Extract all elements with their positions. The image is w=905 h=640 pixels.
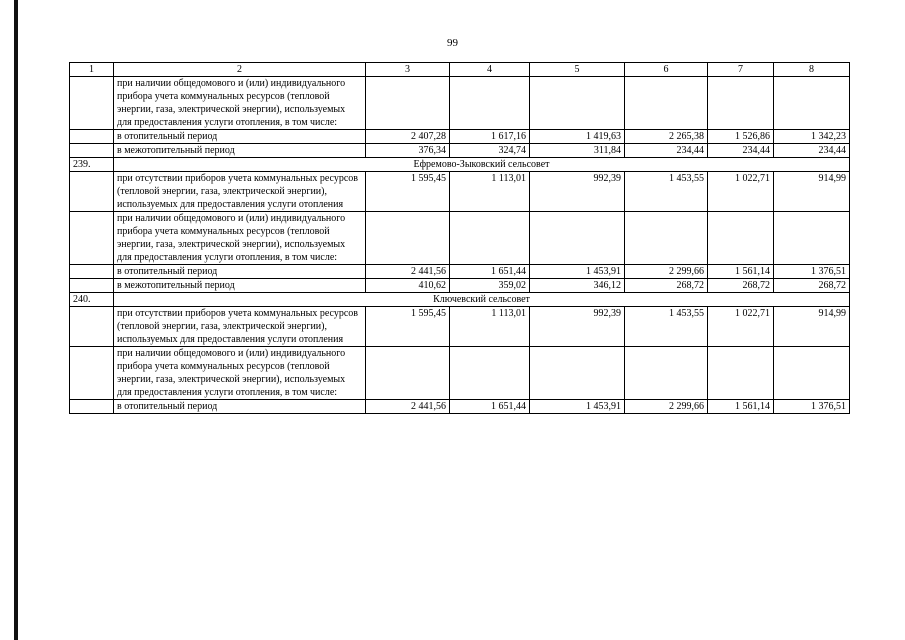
value-cell: 1 651,44 [450,265,530,279]
value-cell [774,212,850,265]
row-description: в межотопительный период [114,144,366,158]
section-number: 239. [70,158,114,172]
table-row [70,144,850,158]
value-cell: 1 561,14 [708,400,774,414]
section-title: Ефремово-Зыковский сельсовет [114,158,850,172]
value-cell [625,77,708,130]
row-number-cell [70,130,114,144]
table-row [70,279,850,293]
value-cell: 1 453,91 [530,265,625,279]
value-cell: 234,44 [625,144,708,158]
value-cell: 268,72 [708,279,774,293]
section-title: Ключевский сельсовет [114,293,850,307]
value-cell: 2 299,66 [625,265,708,279]
value-cell: 914,99 [774,172,850,212]
value-cell: 2 441,56 [366,400,450,414]
value-cell: 1 022,71 [708,172,774,212]
row-description: при наличии общедомового и (или) индивидуального прибора учета коммунальных ресурсов (тепловой энергии, газа, электрической энергии), используемых для предоставления услуги отопления, в том числе: [114,77,366,130]
table-row [70,347,850,400]
row-number-cell [70,400,114,414]
value-cell: 1 526,86 [708,130,774,144]
value-cell [366,347,450,400]
table-row [70,400,850,414]
value-cell: 1 595,45 [366,307,450,347]
value-cell: 1 617,16 [450,130,530,144]
value-cell [708,77,774,130]
value-cell: 2 265,38 [625,130,708,144]
row-number-cell [70,172,114,212]
value-cell: 376,34 [366,144,450,158]
header-cell: 4 [450,63,530,77]
row-description: при наличии общедомового и (или) индивидуального прибора учета коммунальных ресурсов (тепловой энергии, газа, электрической энергии), используемых для предоставления услуги отопления, в том числе: [114,347,366,400]
header-cell: 2 [114,63,366,77]
tariff-table [69,62,850,414]
section-row [70,158,850,172]
value-cell: 410,62 [366,279,450,293]
table-row [70,265,850,279]
value-cell: 2 441,56 [366,265,450,279]
header-row [70,63,850,77]
row-number-cell [70,212,114,265]
table-row [70,77,850,130]
row-number-cell [70,77,114,130]
value-cell: 2 407,28 [366,130,450,144]
table-row [70,130,850,144]
value-cell: 1 561,14 [708,265,774,279]
page-edge-line [14,0,18,640]
value-cell [530,77,625,130]
value-cell: 1 113,01 [450,172,530,212]
value-cell [774,77,850,130]
header-cell: 7 [708,63,774,77]
value-cell: 914,99 [774,307,850,347]
header-cell: 5 [530,63,625,77]
row-description: в отопительный период [114,130,366,144]
value-cell [708,212,774,265]
value-cell [366,212,450,265]
value-cell: 1 113,01 [450,307,530,347]
value-cell [530,347,625,400]
value-cell: 1 376,51 [774,265,850,279]
value-cell: 1 342,23 [774,130,850,144]
value-cell: 1 595,45 [366,172,450,212]
section-number: 240. [70,293,114,307]
row-number-cell [70,279,114,293]
value-cell: 1 453,55 [625,172,708,212]
value-cell: 311,84 [530,144,625,158]
header-cell: 6 [625,63,708,77]
value-cell [774,347,850,400]
section-row [70,293,850,307]
page-number: 99 [447,37,458,49]
row-number-cell [70,347,114,400]
value-cell [530,212,625,265]
row-description: в отопительный период [114,265,366,279]
value-cell: 324,74 [450,144,530,158]
value-cell: 268,72 [774,279,850,293]
header-cell: 8 [774,63,850,77]
table-row [70,212,850,265]
header-cell: 3 [366,63,450,77]
value-cell: 1 376,51 [774,400,850,414]
value-cell: 234,44 [774,144,850,158]
row-number-cell [70,144,114,158]
value-cell [625,212,708,265]
value-cell: 234,44 [708,144,774,158]
row-number-cell [70,307,114,347]
value-cell: 359,02 [450,279,530,293]
value-cell: 1 453,91 [530,400,625,414]
value-cell: 1 453,55 [625,307,708,347]
value-cell: 992,39 [530,307,625,347]
value-cell: 992,39 [530,172,625,212]
value-cell [708,347,774,400]
value-cell [450,212,530,265]
value-cell [450,347,530,400]
table-row [70,172,850,212]
value-cell: 1 651,44 [450,400,530,414]
value-cell [625,347,708,400]
value-cell: 346,12 [530,279,625,293]
row-description: при отсутствии приборов учета коммунальных ресурсов (тепловой энергии, газа, электрической энергии), используемых для предоставления услуги отопления [114,172,366,212]
value-cell [450,77,530,130]
row-number-cell [70,265,114,279]
row-description: в межотопительный период [114,279,366,293]
value-cell: 1 022,71 [708,307,774,347]
row-description: в отопительный период [114,400,366,414]
row-description: при отсутствии приборов учета коммунальных ресурсов (тепловой энергии, газа, электрической энергии), используемых для предоставления услуги отопления [114,307,366,347]
value-cell: 268,72 [625,279,708,293]
table-row [70,307,850,347]
row-description: при наличии общедомового и (или) индивидуального прибора учета коммунальных ресурсов (тепловой энергии, газа, электрической энергии), используемых для предоставления услуги отопления, в том числе: [114,212,366,265]
header-cell: 1 [70,63,114,77]
value-cell: 2 299,66 [625,400,708,414]
value-cell [366,77,450,130]
value-cell: 1 419,63 [530,130,625,144]
